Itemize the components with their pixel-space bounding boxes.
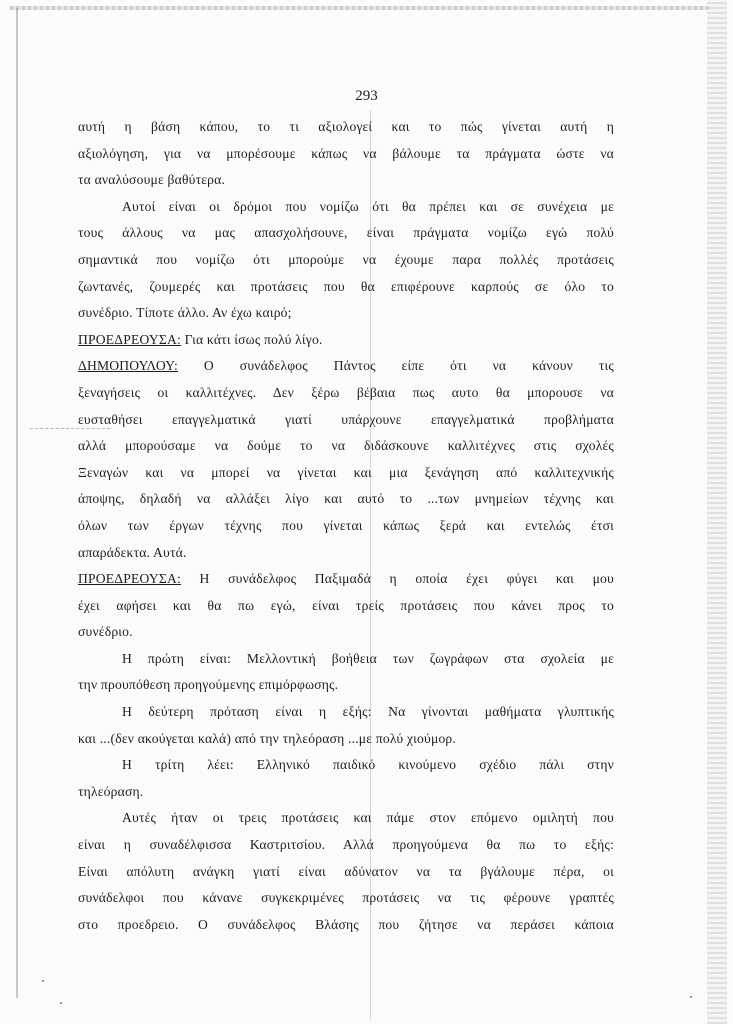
line-text: στο προεδρειο. Ο συνάδελφος Βλάσης που ζήτησε να περάσει κάποια	[78, 916, 614, 932]
line-text: Η δεύτερη πρόταση είναι η εξής: Να γίνονται μαθήματα γλυπτικής	[122, 704, 614, 720]
speaker-line	[78, 566, 614, 593]
text-line	[78, 859, 614, 886]
line-text: Ξεναγών και να μπορεί να γίνεται και μια ξενάγηση από καλλιτεχνικής	[78, 464, 614, 480]
text-line	[78, 300, 614, 327]
text-line	[78, 593, 614, 620]
text-line	[78, 832, 614, 859]
line-text: τους άλλους να μας απασχολήσουνε, είναι πράγματα νομίζω εγώ πολύ	[78, 225, 614, 241]
line-text: είναι η συναδέλφισσα Καστριτσίου. Αλλά προηγούμενα θα πω το εξής:	[78, 837, 614, 853]
scan-left-edge	[16, 8, 18, 998]
line-text: αυτή η βάση κάπου, το τι αξιολογεί και το πώς γίνεται αυτή η	[78, 119, 614, 134]
text-line	[78, 779, 614, 806]
line-text: Η τρίτη λέει: Ελληνικό παιδικό κινούμενο σχέδιο πάλι στην	[122, 757, 614, 773]
transcript-body	[78, 114, 614, 938]
line-text: αλλά μπορούσαμε να δούμε το να διδάσκουνε καλλιτέχνες στις σχολές	[78, 438, 614, 454]
text-line	[78, 726, 614, 753]
page-number: 293	[355, 88, 378, 104]
text-line	[78, 114, 614, 141]
text-line	[78, 885, 614, 912]
text-line	[78, 194, 614, 221]
line-text: απαράδεκτα. Αυτά.	[78, 544, 187, 560]
text-line	[78, 274, 614, 301]
line-text: όλων των έργων τέχνης που γίνεται κάπως ξερά και εντελώς έτσι	[78, 517, 614, 533]
line-text: αξιολόγηση, για να μπορέσουμε κάπως να βάλουμε τα πράγματα ώστε να	[78, 145, 614, 161]
line-text: την προυπόθεση προηγούμενης επιμόρφωσης.	[78, 677, 339, 693]
text-line	[78, 646, 614, 673]
line-text: Είναι απόλυτη ανάγκη γιατί είναι αδύνατον να τα βγάλουμε πέρα, οι	[78, 863, 614, 879]
scan-speck	[60, 1002, 62, 1004]
line-text: σημαντικά που νομίζω ότι μπορούμε να έχουμε παρα πολλές προτάσεις	[78, 251, 614, 267]
text-line	[78, 513, 614, 540]
line-text: ξεναγήσεις οι καλλιτέχνες. Δεν ξέρω βέβαια πως αυτο θα μπορουσε να	[78, 384, 614, 400]
text-line	[78, 805, 614, 832]
speaker-line	[78, 353, 614, 380]
text-line	[78, 141, 614, 168]
text-line	[78, 433, 614, 460]
text-line	[78, 407, 614, 434]
text-line	[78, 619, 614, 646]
text-line	[78, 540, 614, 567]
line-text: συνέδριο. Τίποτε άλλο. Αν έχω καιρό;	[78, 305, 292, 321]
line-text: Ο συνάδελφος Πάντος είπε ότι να κάνουν τις	[178, 358, 614, 374]
text-line	[78, 486, 614, 513]
speaker-name: ΔΗΜΟΠΟΥΛΟΥ:	[78, 358, 179, 374]
line-text: ζωντανές, ζουμερές και προτάσεις που θα επιφέρουνε καρπούς σε όλο το	[78, 278, 614, 294]
speaker-name: ΠΡΟΕΔΡΕΟΥΣΑ:	[78, 331, 181, 347]
text-line	[78, 167, 614, 194]
text-line	[78, 752, 614, 779]
line-text: τηλεόραση.	[78, 783, 144, 799]
line-text: Η συνάδελφος Παξιμαδά η οποία έχει φύγει και μου	[180, 571, 614, 587]
line-text: έχει αφήσει και θα πω εγώ, είναι τρείς προτάσεις που κάνει προς το	[78, 597, 614, 613]
text-line	[78, 672, 614, 699]
line-text: Αυτές ήταν οι τρεις προτάσεις και πάμε στον επόμενο ομιλητή που	[122, 810, 614, 826]
line-text: ευσταθήσει επαγγελματικά γιατί υπάρχουνε επαγγελματικά προβλήματα	[78, 411, 614, 427]
line-text: Για κάτι ίσως πολύ λίγο.	[180, 331, 323, 347]
text-line	[78, 460, 614, 487]
text-line	[78, 220, 614, 247]
line-text: Αυτοί είναι οι δρόμοι που νομίζω ότι θα πρέπει και σε συνέχεια με	[122, 198, 614, 214]
text-line	[78, 247, 614, 274]
scan-speck	[690, 996, 692, 998]
line-text: άποψης, δηλαδή να αλλάξει λίγο και αυτό το ...των μνημείων τέχνης και	[78, 491, 614, 507]
text-line	[78, 699, 614, 726]
text-line	[78, 912, 614, 939]
line-text: τα αναλύσουμε βαθύτερα.	[78, 172, 226, 188]
speaker-line	[78, 327, 614, 354]
scan-right-edge	[707, 0, 727, 1024]
line-text: Η πρώτη είναι: Μελλοντική βοήθεια των ζωγράφων στα σχολεία με	[122, 650, 614, 666]
line-text: συνέδριο.	[78, 624, 133, 640]
scan-speck	[42, 980, 44, 982]
line-text: συνάδελφοι που κάνανε συγκεκριμένες προτάσεις να τις φέρουνε γραπτές	[78, 890, 614, 906]
line-text: και ...(δεν ακούγεται καλά) από την τηλεόραση ...με πολύ χιούμορ.	[78, 730, 457, 746]
scan-top-edge	[10, 6, 710, 10]
speaker-name: ΠΡΟΕΔΡΕΟΥΣΑ:	[78, 571, 181, 587]
text-line	[78, 380, 614, 407]
